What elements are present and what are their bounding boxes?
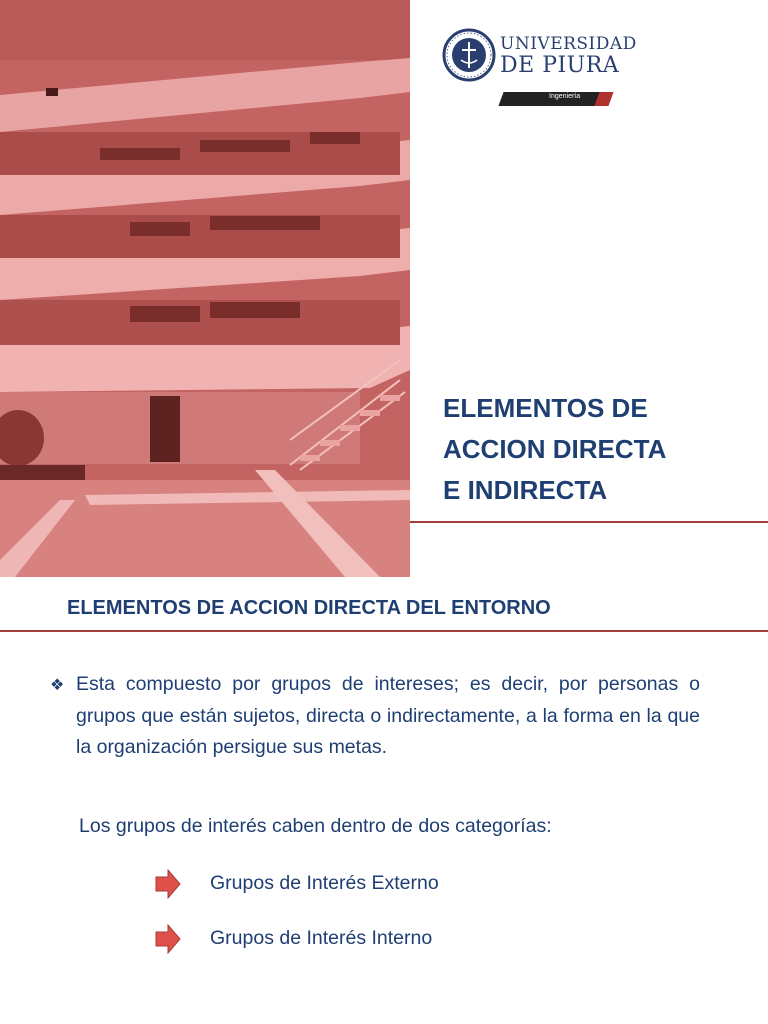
university-logo: [438, 22, 637, 112]
title-divider: [410, 521, 768, 523]
department-label: Ingeniería: [549, 93, 581, 100]
diamond-bullet-icon: ❖: [50, 677, 65, 694]
bullet-paragraph: [50, 669, 700, 763]
building-photo: [0, 0, 410, 577]
heading-divider: [0, 630, 768, 632]
intro-text: Los grupos de interés caben dentro de dos categorías:: [79, 815, 552, 837]
bullet-text: Esta compuesto por grupos de intereses; es decir, por personas o grupos que están sujetos, directa o indirectamente, a la forma en la que la organización persigue sus metas.: [76, 673, 700, 758]
title-line-2: ACCION DIRECTA: [443, 434, 667, 464]
university-name: [500, 36, 637, 77]
title-line-3: E INDIRECTA: [443, 475, 608, 505]
department-bar: [501, 92, 615, 106]
section-heading: ELEMENTOS DE ACCION DIRECTA DEL ENTORNO: [67, 597, 551, 619]
list-item-label: Grupos de Interés Externo: [210, 872, 439, 894]
slide-title: [443, 388, 753, 511]
university-name-line2: DE PIURA: [500, 53, 620, 78]
title-line-1: ELEMENTOS DE: [443, 393, 648, 423]
right-arrow-icon: [155, 924, 181, 954]
right-arrow-icon: [155, 869, 181, 899]
university-seal-icon: [442, 26, 496, 84]
content-slide: [0, 577, 768, 1024]
list-item-label: Grupos de Interés Interno: [210, 927, 433, 949]
university-name-line1: UNIVERSIDAD: [500, 34, 637, 54]
